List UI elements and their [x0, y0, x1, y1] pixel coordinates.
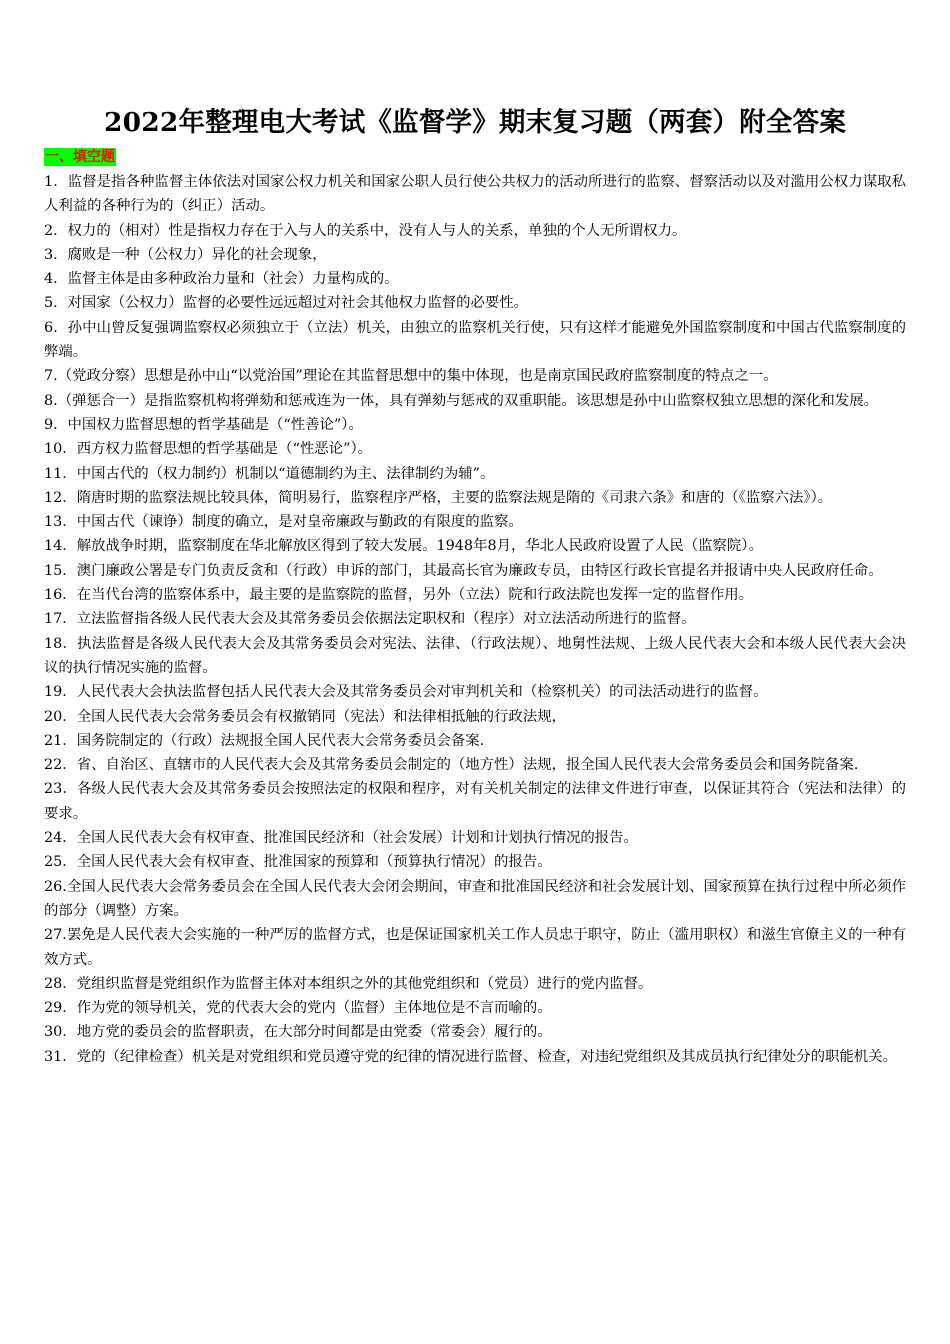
question-item: 5．对国家（公权力）监督的必要性远远超过对社会其他权力监督的必要性。 — [44, 295, 529, 312]
question-item: 27.罢免是人民代表大会实施的一种严厉的监督方式，也是保证国家机关工作人员忠于职守，防止（滥用职权）和滋生官僚主义的一种有效方式。 — [44, 927, 906, 968]
question-item: 7.（党政分察）思想是孙中山“以党治国”理论在其监督思想中的集中体现，也是南京国民政府监察制度的特点之一。 — [44, 368, 778, 385]
question-item: 15．澳门廉政公署是专门负责反贪和（行政）申诉的部门，其最高长官为廉政专员，由特区行政长官提名并报请中央人民政府任命。 — [44, 562, 883, 579]
question-item: 19．人民代表大会执法监督包括人民代表大会及其常务委员会对审判机关和（检察机关）的司法活动进行的监督。 — [44, 684, 768, 701]
question-item: 14．解放战争时期，监察制度在华北解放区得到了较大发展。1948年8月，华北人民政府设置了人民（监察院）。 — [44, 538, 763, 555]
question-item: 30．地方党的委员会的监督职责，在大部分时间都是由党委（常委会）履行的。 — [44, 1024, 552, 1041]
question-item: 31．党的（纪律检查）机关是对党组织和党员遵守党的纪律的情况进行监督、检查，对违纪党组织及其成员执行纪律处分的职能机关。 — [44, 1048, 897, 1065]
question-item: 9．中国权力监督思想的哲学基础是（“性善论”）。 — [44, 416, 363, 433]
question-item: 29．作为党的领导机关，党的代表大会的党内（监督）主体地位是不言而喻的。 — [44, 1000, 552, 1017]
question-item: 4．监督主体是由多种政治力量和（社会）力量构成的。 — [44, 271, 399, 288]
question-item: 11．中国古代的（权力制约）机制以“道德制约为主、法律制约为辅”。 — [44, 465, 495, 482]
question-item: 13．中国古代（谏诤）制度的确立，是对皇帝廉政与勤政的有限度的监察。 — [44, 514, 523, 531]
question-item: 28．党组织监督是党组织作为监督主体对本组织之外的其他党组织和（党员）进行的党内监督。 — [44, 975, 653, 992]
question-item: 24．全国人民代表大会有权审查、批准国民经济和（社会发展）计划和计划执行情况的报告。 — [44, 830, 638, 847]
question-item: 16．在当代台湾的监察体系中，最主要的是监察院的监督，另外（立法）院和行政法院也发挥一定的监督作用。 — [44, 587, 754, 604]
question-item: 2．权力的（相对）性是指权力存在于入与人的关系中，没有人与人的关系，单独的个人无所谓权力。 — [44, 222, 687, 239]
question-item: 26.全国人民代表大会常务委员会在全国人民代表大会闭会期间，审查和批准国民经济和社会发展计划、国家预算在执行过程中所必须作的部分（调整）方案。 — [44, 878, 906, 919]
question-item: 25．全国人民代表大会有权审查、批准国家的预算和（预算执行情况）的报告。 — [44, 854, 552, 871]
question-list — [44, 170, 906, 1069]
question-item: 20．全国人民代表大会常务委员会有权撤销同（宪法）和法律相抵触的行政法规， — [44, 708, 566, 725]
question-item: 3．腐败是一种（公权力）异化的社会现象， — [44, 246, 327, 263]
question-item: 21．国务院制定的（行政）法规报全国人民代表大会常务委员会备案. — [44, 732, 485, 749]
section-heading: 一、填空题 — [45, 149, 115, 165]
question-item: 22．省、自治区、直辖市的人民代表大会及其常务委员会制定的（地方性）法规，报全国人民代表大会常务委员会和国务院备案. — [44, 757, 859, 774]
question-item: 6．孙中山曾反复强调监察权必须独立于（立法）机关，由独立的监察机关行使，只有这样才能避免外国监察制度和中国古代监察制度的弊端。 — [44, 319, 906, 361]
question-item: 8.（弹惩合一）是指监察机构将弹劾和惩戒连为一体，具有弹劾与惩戒的双重职能。该思想是孙中山监察权独立思想的深化和发展。 — [44, 392, 879, 409]
question-item: 23．各级人民代表大会及其常务委员会按照法定的权限和程序，对有关机关制定的法律文件进行审查，以保证其符合（宪法和法律）的要求。 — [44, 781, 906, 822]
question-item: 1．监督是指各种监督主体依法对国家公权力机关和国家公职人员行使公共权力的活动所进行的监察、督察活动以及对滥用公权力谋取私人利益的各种行为的（纠正）活动。 — [44, 174, 906, 215]
document-title: 2022年整理电大考试《监督学》期末复习题（两套）附全答案 — [103, 107, 847, 138]
question-item: 17．立法监督指各级人民代表大会及其常务委员会依据法定职权和（程序）对立法活动所进行的监督。 — [44, 611, 696, 628]
question-item: 18．执法监督是各级人民代表大会及其常务委员会对宪法、法律、（行政法规）、地舅性法规、上级人民代表大会和本级人民代表大会决议的执行情况实施的监督。 — [44, 635, 906, 676]
question-item: 10．西方权力监督思想的哲学基础是（“性恶论”）。 — [44, 441, 373, 458]
question-item: 12．隋唐时期的监察法规比较具体，简明易行，监察程序严格，主要的监察法规是隋的《司隶六条》和唐的（《监察六法》）。 — [44, 489, 833, 506]
